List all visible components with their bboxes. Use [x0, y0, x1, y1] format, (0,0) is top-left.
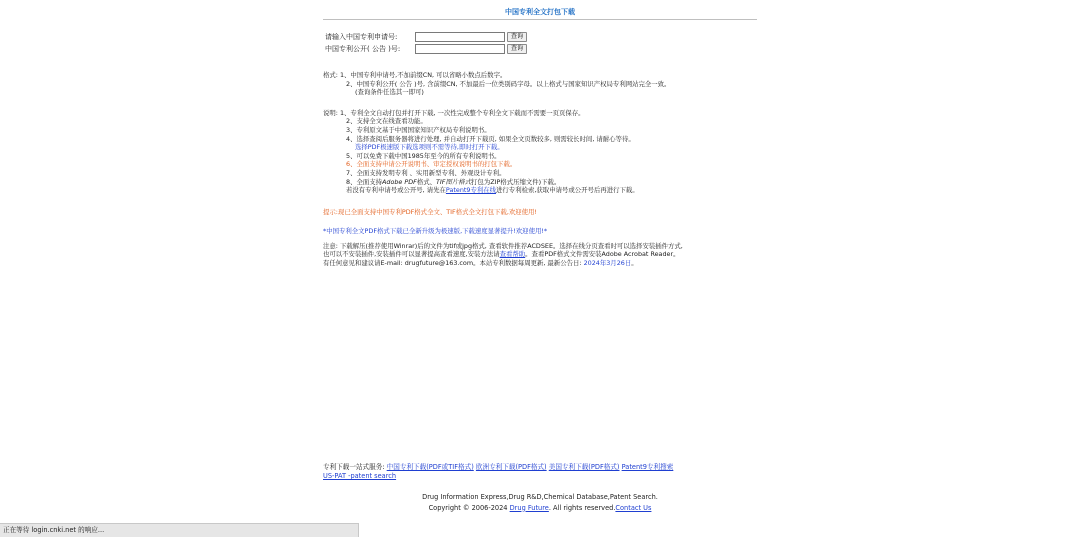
application-query-button[interactable]: 查询	[507, 32, 527, 42]
application-number-input[interactable]	[415, 32, 505, 42]
desc-item-2: 2、支持全文在线查看功能。	[346, 117, 427, 126]
desc-item-3: 3、专利原文基于中国国家知识产权局专利说明书。	[346, 125, 491, 134]
notes-line-2-pre: 也可以不安装插件,安装插件可以显著提高查看速度,安装方法请	[323, 250, 500, 259]
desc-item-4: 4、选择查阅后服务器将进行处理, 并自动打开下载页, 如果全文页数较多, 则需较长时间, 请耐心等待。	[346, 134, 635, 143]
support-notice: 提示:现已全面支持中国专利PDF格式全文、TIF格式全文打包下载,欢迎使用!	[323, 207, 537, 216]
contact-us-link[interactable]: Contact Us	[615, 503, 652, 512]
notes-section	[323, 242, 757, 267]
latest-announcement-date: 2024年3月26日	[583, 258, 632, 267]
services-label: 专利下载一站式服务:	[323, 463, 387, 471]
publication-number-input[interactable]	[415, 44, 505, 54]
rights-text: . All rights reserved.	[548, 503, 616, 512]
status-text: 正在等待 login.cnki.net 的响应...	[3, 526, 105, 534]
desc-item-7: 7、全面支持发明专利 、实用新型专利、外观设计专利。	[346, 168, 506, 177]
pdf-upgrade-notice: *中国专利全文PDF格式下载已全新升级为极速版,下载速度显著提升!欢迎使用!*	[323, 226, 548, 235]
format-line-1: 格式: 1、中国专利申请号,不加前缀CN, 可以省略小数点后数字。	[323, 71, 507, 79]
us-patent-download-link[interactable]: 美国专利下载(PDF格式)	[548, 463, 620, 471]
title-divider	[323, 19, 757, 20]
page-title: 中国专利全文打包下载	[505, 8, 575, 16]
footer	[323, 492, 757, 513]
desc-item-1: 说明: 1、专利全文自动打包并打开下载, 一次性完成整个专利全文下载而不需要一页页保存。	[323, 108, 585, 117]
desc-item-8-post: 打包为ZIP格式压缩文件)下载。	[471, 177, 561, 186]
notes-line-2	[323, 250, 757, 258]
publication-number-row	[323, 43, 757, 55]
notes-line-3	[323, 259, 757, 267]
desc-item-8-tif: TIF图片格式	[436, 177, 472, 186]
notes-line-3-pre: 有任何意见和建议请E-mail: drugfuture@163.com。本站专利数据每周更新, 最新公告日:	[323, 258, 584, 267]
browser-status-bar	[0, 523, 359, 537]
notes-line-3-post: 。	[631, 258, 638, 267]
notes-line-1: 注意: 下载解压(推荐使用Winrar)后的文件为tif或jpg格式, 查看软件推荐ACDSEE。选择在线分页查看时可以选择安装插件方式,	[323, 241, 683, 250]
notes-line-2-post: 。查看PDF格式文件需安装Adobe Acrobat Reader。	[525, 250, 680, 259]
publication-number-label: 中国专利公开( 公告 )号:	[325, 45, 401, 53]
ep-patent-download-link[interactable]: 欧洲专利下载(PDF格式)	[475, 463, 547, 471]
desc-item-9	[323, 186, 757, 195]
us-pat-search-link[interactable]: US-PAT -patent search	[323, 472, 397, 480]
description-list	[323, 109, 757, 195]
cn-patent-download-link[interactable]: 中国专利下载(PDF或TIF格式)	[386, 463, 474, 471]
drug-future-link[interactable]: Drug Future	[509, 503, 549, 512]
publication-query-button[interactable]: 查询	[507, 44, 527, 54]
format-line-3: (查询条件任选其一即可)	[355, 88, 424, 97]
application-number-row	[323, 31, 757, 43]
desc-item-9-post: 进行专利检索,获取申请号或公开号后再进行下载。	[496, 186, 639, 195]
application-number-label: 请输入中国专利申请号:	[325, 33, 398, 41]
main-content	[323, 0, 757, 267]
desc-item-6: 6、全面支持申请公开说明书、审定授权说明书的打包下载。	[346, 160, 517, 169]
search-form	[323, 31, 757, 55]
desc-item-4-pdf-note: 选择PDF极速版下载选项则不需等待,即时打开下载。	[355, 143, 504, 152]
copyright-text: Copyright © 2006-2024	[428, 503, 510, 512]
patent9-search-link[interactable]: Patent9专利搜索	[621, 463, 674, 471]
footer-copyright	[323, 503, 757, 514]
download-services	[323, 463, 763, 481]
desc-item-8-mid: 格式、	[416, 177, 437, 186]
help-link[interactable]: 查看帮助	[499, 250, 526, 259]
desc-item-5: 5、可以免费下载中国1985年至今的所有专利说明书。	[346, 151, 501, 160]
footer-tagline: Drug Information Express,Drug R&D,Chemical Database,Patent Search.	[422, 493, 658, 501]
desc-item-8	[323, 178, 757, 187]
desc-item-8-pre: 8、全面支持	[346, 177, 383, 186]
patent9-online-link[interactable]: Patent9专利在线	[445, 186, 497, 195]
desc-item-8-pdf: Adobe PDF	[382, 177, 417, 186]
desc-item-9-pre: 若没有专利申请号或公开号, 请先在	[346, 186, 446, 195]
format-instructions	[323, 71, 757, 97]
format-line-2: 2、中国专利公开( 公告 )号, 含前缀CN, 不加最后一位类别码字母。以上格式与国家知识产权局专利网站完全一致。	[346, 79, 671, 88]
